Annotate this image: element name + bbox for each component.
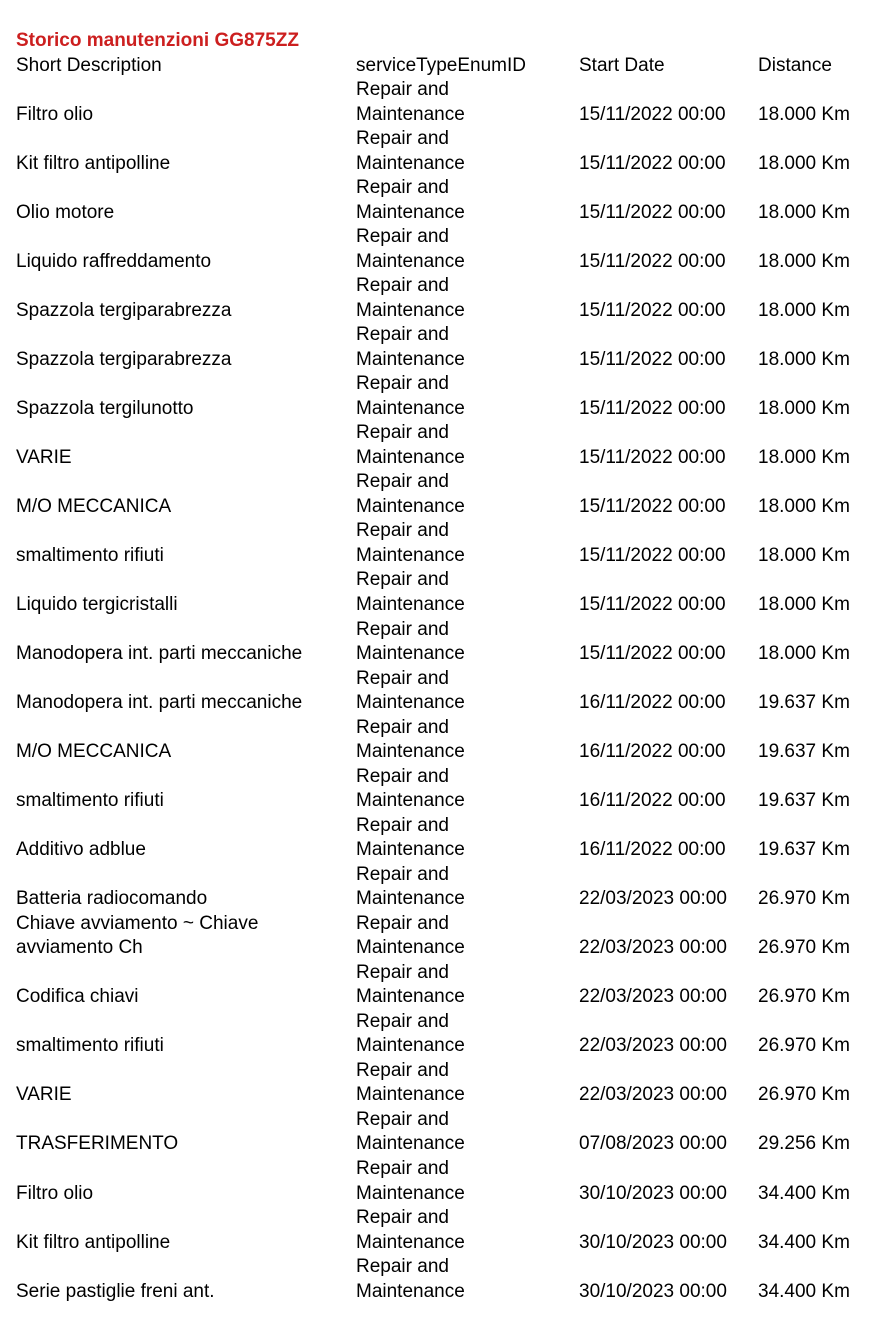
cell-short-description: Codifica chiavi <box>16 986 139 1008</box>
cell-start-date: 30/10/2023 00:00 <box>579 1231 727 1253</box>
cell-start-date: 22/03/2023 00:00 <box>579 1035 727 1057</box>
cell-service-type: Repair and <box>356 912 449 934</box>
cell-short-description: Chiave avviamento ~ Chiave <box>16 912 259 934</box>
cell-service-type: Repair and <box>356 1256 449 1278</box>
cell-distance: 18.000 Km <box>758 152 850 174</box>
cell-start-date: 15/11/2022 00:00 <box>579 250 726 272</box>
cell-service-type: Repair and <box>356 1010 449 1032</box>
table-row <box>0 1108 887 1157</box>
cell-distance: 26.970 Km <box>758 888 850 910</box>
cell-start-date: 15/11/2022 00:00 <box>579 201 726 223</box>
cell-service-type: Repair and <box>356 863 449 885</box>
cell-distance: 18.000 Km <box>758 397 850 419</box>
cell-service-type: Maintenance <box>356 103 465 125</box>
cell-service-type: Maintenance <box>356 1280 465 1302</box>
maintenance-table-body <box>0 78 887 1304</box>
cell-service-type: Repair and <box>356 569 449 591</box>
cell-start-date: 15/11/2022 00:00 <box>579 299 726 321</box>
table-row <box>0 1157 887 1206</box>
cell-start-date: 15/11/2022 00:00 <box>579 446 726 468</box>
cell-service-type: Maintenance <box>356 741 465 763</box>
cell-distance: 18.000 Km <box>758 299 850 321</box>
cell-start-date: 30/10/2023 00:00 <box>579 1280 727 1302</box>
table-row <box>0 1010 887 1059</box>
table-row <box>0 372 887 421</box>
cell-distance: 19.637 Km <box>758 839 850 861</box>
table-row <box>0 765 887 814</box>
header-short-description: Short Description <box>16 55 162 76</box>
cell-service-type: Maintenance <box>356 544 465 566</box>
cell-service-type: Maintenance <box>356 986 465 1008</box>
cell-service-type: Maintenance <box>356 593 465 615</box>
cell-service-type: Repair and <box>356 961 449 983</box>
cell-short-description: Serie pastiglie freni ant. <box>16 1280 215 1302</box>
cell-start-date: 16/11/2022 00:00 <box>579 741 726 763</box>
cell-service-type: Repair and <box>356 471 449 493</box>
cell-distance: 18.000 Km <box>758 348 850 370</box>
table-row <box>0 716 887 765</box>
cell-short-description: Kit filtro antipolline <box>16 1231 171 1253</box>
table-row <box>0 470 887 519</box>
table-row <box>0 814 887 863</box>
cell-service-type: Maintenance <box>356 1084 465 1106</box>
cell-distance: 26.970 Km <box>758 1084 850 1106</box>
cell-short-description: Liquido tergicristalli <box>16 593 178 615</box>
cell-short-description: Batteria radiocomando <box>16 888 208 910</box>
cell-service-type: Repair and <box>356 128 449 150</box>
cell-service-type: Maintenance <box>356 1182 465 1204</box>
cell-service-type: Repair and <box>356 79 449 100</box>
cell-short-description: VARIE <box>16 1084 72 1106</box>
cell-short-description: Kit filtro antipolline <box>16 152 171 174</box>
cell-short-description: Olio motore <box>16 201 115 223</box>
cell-distance: 18.000 Km <box>758 593 850 615</box>
cell-short-description: Spazzola tergiparabrezza <box>16 299 232 321</box>
cell-distance: 19.637 Km <box>758 790 850 812</box>
cell-service-type: Repair and <box>356 765 449 787</box>
table-row <box>0 274 887 323</box>
cell-short-description: M/O MECCANICA <box>16 495 172 517</box>
table-row <box>0 667 887 716</box>
cell-distance: 34.400 Km <box>758 1182 850 1204</box>
table-row <box>0 519 887 568</box>
cell-short-description: Filtro olio <box>16 103 94 125</box>
cell-distance: 19.637 Km <box>758 692 850 714</box>
cell-service-type: Maintenance <box>356 152 465 174</box>
cell-start-date: 15/11/2022 00:00 <box>579 643 726 665</box>
cell-service-type: Maintenance <box>356 839 465 861</box>
cell-start-date: 15/11/2022 00:00 <box>579 495 726 517</box>
cell-service-type: Maintenance <box>356 1231 465 1253</box>
cell-start-date: 16/11/2022 00:00 <box>579 790 726 812</box>
cell-short-description: VARIE <box>16 446 72 468</box>
table-row <box>0 912 887 961</box>
cell-service-type: Maintenance <box>356 348 465 370</box>
table-row <box>0 1206 887 1255</box>
cell-short-description: Liquido raffreddamento <box>16 250 212 272</box>
cell-start-date: 15/11/2022 00:00 <box>579 152 726 174</box>
cell-distance: 26.970 Km <box>758 986 850 1008</box>
cell-service-type: Repair and <box>356 667 449 689</box>
cell-short-description: smaltimento rifiuti <box>16 790 164 812</box>
cell-start-date: 15/11/2022 00:00 <box>579 544 726 566</box>
cell-distance: 18.000 Km <box>758 446 850 468</box>
cell-start-date: 16/11/2022 00:00 <box>579 839 726 861</box>
cell-distance: 34.400 Km <box>758 1280 850 1302</box>
cell-service-type: Repair and <box>356 1059 449 1081</box>
table-row <box>0 225 887 274</box>
cell-service-type: Maintenance <box>356 1133 465 1155</box>
cell-distance: 29.256 Km <box>758 1133 850 1155</box>
cell-service-type: Maintenance <box>356 937 465 959</box>
header-service-type: serviceTypeEnumID <box>356 55 527 76</box>
table-row <box>0 78 887 127</box>
cell-start-date: 16/11/2022 00:00 <box>579 692 726 714</box>
cell-start-date: 07/08/2023 00:00 <box>579 1133 727 1155</box>
cell-distance: 18.000 Km <box>758 201 850 223</box>
cell-service-type: Maintenance <box>356 692 465 714</box>
table-row <box>0 618 887 667</box>
cell-service-type: Repair and <box>356 422 449 444</box>
cell-service-type: Maintenance <box>356 1035 465 1057</box>
cell-service-type: Repair and <box>356 814 449 836</box>
cell-short-description: Spazzola tergilunotto <box>16 397 194 419</box>
table-row <box>0 568 887 617</box>
table-row <box>0 323 887 372</box>
table-row <box>0 176 887 225</box>
cell-service-type: Maintenance <box>356 888 465 910</box>
cell-start-date: 22/03/2023 00:00 <box>579 1084 727 1106</box>
cell-service-type: Repair and <box>356 618 449 640</box>
cell-short-description: smaltimento rifiuti <box>16 544 164 566</box>
cell-start-date: 15/11/2022 00:00 <box>579 348 726 370</box>
cell-start-date: 30/10/2023 00:00 <box>579 1182 727 1204</box>
table-row <box>0 127 887 176</box>
cell-short-description: M/O MECCANICA <box>16 741 172 763</box>
table-row <box>0 1255 887 1304</box>
header-start-date: Start Date <box>579 55 665 76</box>
cell-service-type: Repair and <box>356 1207 449 1229</box>
cell-start-date: 15/11/2022 00:00 <box>579 103 726 125</box>
cell-start-date: 22/03/2023 00:00 <box>579 986 727 1008</box>
cell-distance: 34.400 Km <box>758 1231 850 1253</box>
cell-service-type: Maintenance <box>356 201 465 223</box>
table-row <box>0 863 887 912</box>
cell-service-type: Repair and <box>356 1108 449 1130</box>
cell-service-type: Maintenance <box>356 299 465 321</box>
cell-service-type: Repair and <box>356 275 449 297</box>
cell-short-description: smaltimento rifiuti <box>16 1035 164 1057</box>
table-header <box>0 54 887 78</box>
cell-service-type: Repair and <box>356 226 449 248</box>
cell-start-date: 15/11/2022 00:00 <box>579 593 726 615</box>
table-row <box>0 961 887 1010</box>
cell-service-type: Maintenance <box>356 250 465 272</box>
cell-service-type: Repair and <box>356 716 449 738</box>
cell-short-description: Manodopera int. parti meccaniche <box>16 643 303 665</box>
cell-service-type: Maintenance <box>356 397 465 419</box>
cell-service-type: Maintenance <box>356 790 465 812</box>
table-row <box>0 1059 887 1108</box>
cell-start-date: 22/03/2023 00:00 <box>579 937 727 959</box>
cell-service-type: Repair and <box>356 1158 449 1180</box>
cell-service-type: Repair and <box>356 373 449 395</box>
cell-service-type: Maintenance <box>356 446 465 468</box>
table-row <box>0 421 887 470</box>
cell-short-description: TRASFERIMENTO <box>16 1133 179 1155</box>
cell-distance: 26.970 Km <box>758 1035 850 1057</box>
cell-service-type: Repair and <box>356 177 449 199</box>
cell-service-type: Repair and <box>356 520 449 542</box>
cell-distance: 18.000 Km <box>758 495 850 517</box>
cell-distance: 18.000 Km <box>758 544 850 566</box>
cell-start-date: 15/11/2022 00:00 <box>579 397 726 419</box>
cell-start-date: 22/03/2023 00:00 <box>579 888 727 910</box>
cell-distance: 26.970 Km <box>758 937 850 959</box>
cell-distance: 18.000 Km <box>758 103 850 125</box>
cell-short-description: Additivo adblue <box>16 839 146 861</box>
cell-short-description: Filtro olio <box>16 1182 94 1204</box>
cell-short-description: Spazzola tergiparabrezza <box>16 348 232 370</box>
cell-service-type: Repair and <box>356 324 449 346</box>
page-title: Storico manutenzioni GG875ZZ <box>16 30 299 51</box>
cell-service-type: Maintenance <box>356 495 465 517</box>
cell-distance: 19.637 Km <box>758 741 850 763</box>
cell-distance: 18.000 Km <box>758 250 850 272</box>
cell-short-description: avviamento Ch <box>16 937 143 959</box>
cell-distance: 18.000 Km <box>758 643 850 665</box>
cell-service-type: Maintenance <box>356 643 465 665</box>
cell-short-description: Manodopera int. parti meccaniche <box>16 692 303 714</box>
header-distance: Distance <box>758 55 832 76</box>
